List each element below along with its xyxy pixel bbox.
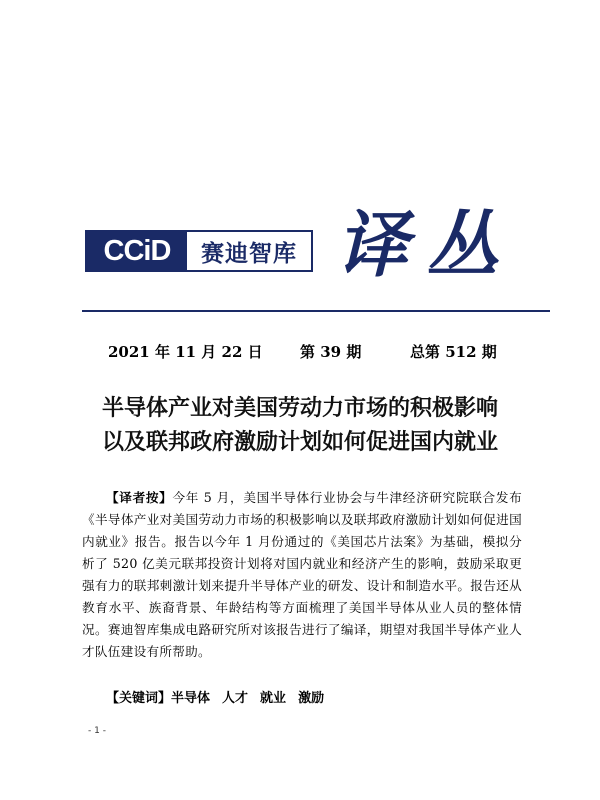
- keywords: [106, 687, 324, 706]
- keyword-item: 人才: [222, 691, 249, 706]
- header-divider: [82, 310, 550, 312]
- keyword-item: 就业: [260, 691, 287, 706]
- ccid-wordmark: CCiD: [87, 232, 187, 270]
- translator-note-tag: 【译者按】: [106, 490, 173, 505]
- keyword-item: 半导体: [171, 691, 211, 706]
- article-title-line-1: 半导体产业对美国劳动力市场的积极影响: [101, 396, 498, 421]
- translator-note-text: 今年 5 月，美国半导体行业协会与牛津经济研究院联合发布《半导体产业对美国劳动力市场的积极影响以及联邦政府激励计划如何促进国内就业》报告。报告以今年 1 月份通过的《美国芯片法案》为基础，模拟分析了 520 亿美元联邦投资计划将对国内就业和经济产生的影响，鼓励采取更强有力的联邦刺激计划来提升半导体产业的研发、设计和制造水平。报告还从教育水平、族裔背景、年龄结构等方面梳理了美国半导体从业人员的整体情况。赛迪智库集成电路研究所对该报告进行了编译，期望对我国半导体产业人才队伍建设有所帮助。: [82, 490, 523, 659]
- series-title: [330, 200, 530, 300]
- ccid-logo: [85, 230, 313, 272]
- article-title: [0, 392, 600, 460]
- series-title-char-1: 译: [336, 202, 409, 287]
- article-title-line-2: 以及联邦政府激励计划如何促进国内就业: [101, 430, 498, 455]
- keyword-item: 激励: [298, 691, 325, 706]
- issue-date: 2021 年 11 月 22 日: [108, 343, 263, 361]
- keywords-tag: 【关键词】: [106, 691, 172, 706]
- issue-total: 总第 512 期: [410, 343, 497, 361]
- issue-line: [0, 341, 600, 365]
- think-tank-name: 赛迪智库: [201, 240, 297, 267]
- issue-number: 第 39 期: [300, 343, 362, 361]
- page-number: - 1 -: [88, 726, 106, 736]
- series-title-char-2: 丛: [426, 202, 499, 287]
- translator-note: [82, 487, 522, 663]
